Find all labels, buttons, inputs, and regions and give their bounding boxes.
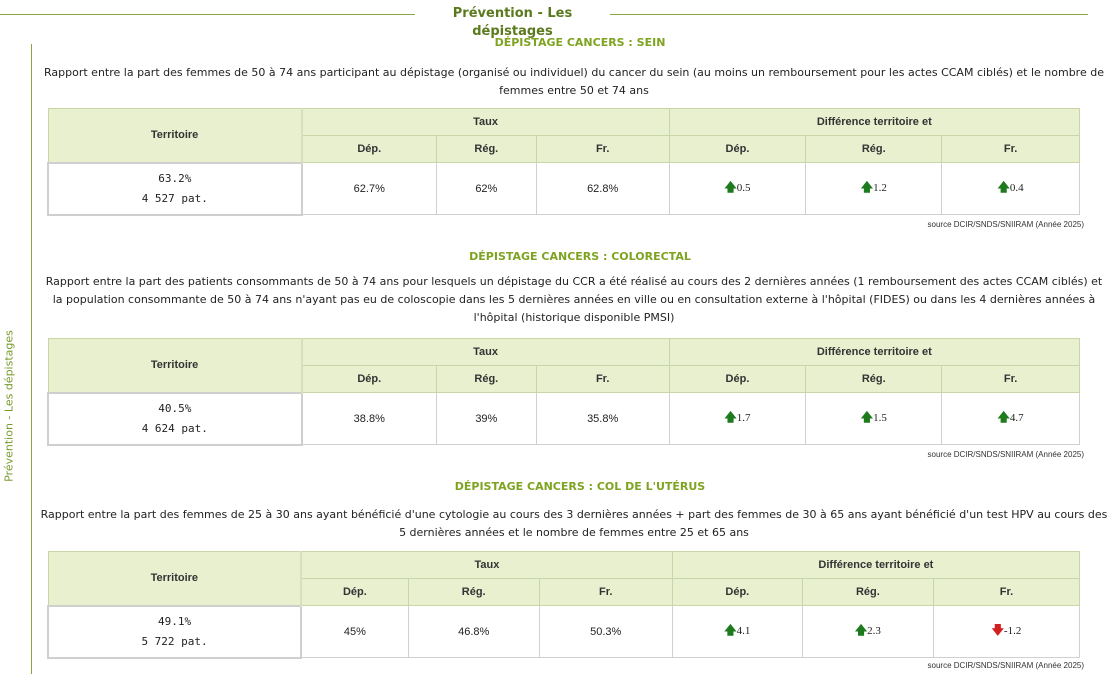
taux-reg-cell: 39% [436,393,536,445]
diff-dep-cell [669,163,806,215]
header-rule-left [0,14,415,15]
territoire-header: Territoire [48,109,302,163]
territory-patients: 4 624 pat. [141,421,208,435]
diff-fr-cell [942,163,1080,215]
col-diff-dep-header: Dép. [669,366,806,393]
taux-header: Taux [302,109,669,136]
data-table [47,108,1080,216]
col-fr-header: Fr. [536,136,669,163]
arrow-up-icon: 🡅 [724,180,737,194]
col-fr-header: Fr. [536,366,669,393]
taux-fr-cell: 35.8% [536,393,669,445]
territory-cell [48,393,302,445]
taux-dep-cell: 45% [301,606,408,658]
source-note: source DCIR/SNDS/SNIIRAM (Année 2025) [927,661,1084,670]
territory-rate: 40.5% [158,401,192,415]
taux-header: Taux [302,339,669,366]
taux-fr-cell: 62.8% [536,163,669,215]
col-diff-dep-header: Dép. [672,579,802,606]
section-colorectal [40,250,1108,459]
table-row [48,606,1080,658]
arrow-down-icon: 🡇 [991,623,1004,637]
section-description: Rapport entre la part des femmes de 25 à 30 ans ayant bénéficié d'une cytologie au cours des 3 dernières années + part des femmes de 30 à 65 ans ayant bénéficié d'un test HPV au cours des 5 dernières années et le nombre de femmes entre 25 et 65 ans [40,508,1108,539]
section-sein [40,36,1108,229]
difference-header: Différence territoire et [669,109,1079,136]
col-diff-fr-header: Fr. [942,136,1080,163]
arrow-up-icon: 🡅 [724,623,737,637]
arrow-up-icon: 🡅 [997,410,1010,424]
diff-dep-value: 1.7 [736,412,751,424]
taux-reg-cell: 46.8% [408,606,539,658]
diff-reg-cell [806,393,942,445]
diff-fr-value: 4.7 [1009,412,1024,424]
territory-rate: 63.2% [158,171,192,185]
col-reg-header: Rég. [436,366,536,393]
arrow-up-icon: 🡅 [860,180,874,194]
diff-dep-cell [672,606,802,658]
col-diff-dep-header: Dép. [669,136,806,163]
territory-patients: 4 527 pat. [141,191,208,205]
diff-reg-value: 2.3 [867,625,881,637]
source-note: source DCIR/SNDS/SNIIRAM (Année 2025) [927,220,1084,229]
page-title: Prévention - Les dépistages [452,6,573,39]
col-fr-header: Fr. [539,579,672,606]
taux-dep-cell: 62.7% [302,163,437,215]
col-diff-reg-header: Rég. [806,136,942,163]
table-row [48,393,1080,445]
section-title: DÉPISTAGE CANCERS : SEIN [494,36,666,49]
col-dep-header: Dép. [301,579,408,606]
arrow-up-icon: 🡅 [854,623,868,637]
difference-header: Différence territoire et [672,552,1079,579]
difference-header: Différence territoire et [669,339,1079,366]
col-reg-header: Rég. [408,579,539,606]
col-diff-fr-header: Fr. [942,366,1080,393]
taux-dep-cell: 38.8% [302,393,437,445]
arrow-up-icon: 🡅 [860,410,874,424]
section-col-uterus [40,480,1108,670]
section-description: Rapport entre la part des patients consommants de 50 à 74 ans pour lesquels un dépistage du CCR a été réalisé au cours des 2 dernières années (1 remboursement des actes CCAM ciblés) et la population consommante de 50 à 74 ans n'ayant pas eu de coloscopie dans les 5 dernières années en ville ou en consultation externe à l'hôpital (FIDES) ou dans les 4 dernières années à l'hôpital (historique disponible PMSI) [45,275,1103,324]
diff-fr-cell [933,606,1079,658]
diff-dep-cell [669,393,806,445]
taux-reg-cell: 62% [436,163,536,215]
header-rule-right [610,14,1088,15]
taux-fr-cell: 50.3% [539,606,672,658]
col-diff-reg-header: Rég. [802,579,933,606]
data-table [47,338,1080,446]
section-description: Rapport entre la part des femmes de 50 à 74 ans participant au dépistage (organisé ou individuel) du cancer du sein (au moins un remboursement pour les actes CCAM ciblés) et le nombre de femmes entre 50 et 74 ans [44,66,1104,97]
section-title: DÉPISTAGE CANCERS : COL DE L'UTÉRUS [454,480,706,493]
territoire-header: Territoire [48,339,302,393]
col-dep-header: Dép. [302,366,437,393]
diff-fr-value: 0.4 [1009,182,1024,194]
diff-reg-cell [802,606,933,658]
territoire-header: Territoire [48,552,301,606]
territory-cell [48,606,301,658]
diff-reg-value: 1.5 [873,412,887,424]
col-diff-fr-header: Fr. [933,579,1079,606]
data-table [47,551,1080,659]
col-diff-reg-header: Rég. [806,366,942,393]
col-dep-header: Dép. [302,136,437,163]
territory-rate: 49.1% [157,614,192,628]
territory-patients: 5 722 pat. [141,634,208,648]
diff-dep-value: 0.5 [736,182,751,194]
col-reg-header: Rég. [436,136,536,163]
side-rule [31,44,32,674]
arrow-up-icon: 🡅 [997,180,1010,194]
diff-reg-value: 1.2 [873,182,887,194]
arrow-up-icon: 🡅 [724,410,737,424]
section-title: DÉPISTAGE CANCERS : COLORECTAL [469,250,691,263]
side-label: Prévention - Les dépistages [2,330,16,482]
source-note: source DCIR/SNDS/SNIIRAM (Année 2025) [927,450,1084,459]
table-row [48,163,1080,215]
taux-header: Taux [301,552,672,579]
side-panel [0,44,20,674]
diff-fr-cell [942,393,1080,445]
diff-fr-value: -1.2 [1003,625,1022,637]
territory-cell [48,163,302,215]
diff-dep-value: 4.1 [736,625,751,637]
diff-reg-cell [806,163,942,215]
